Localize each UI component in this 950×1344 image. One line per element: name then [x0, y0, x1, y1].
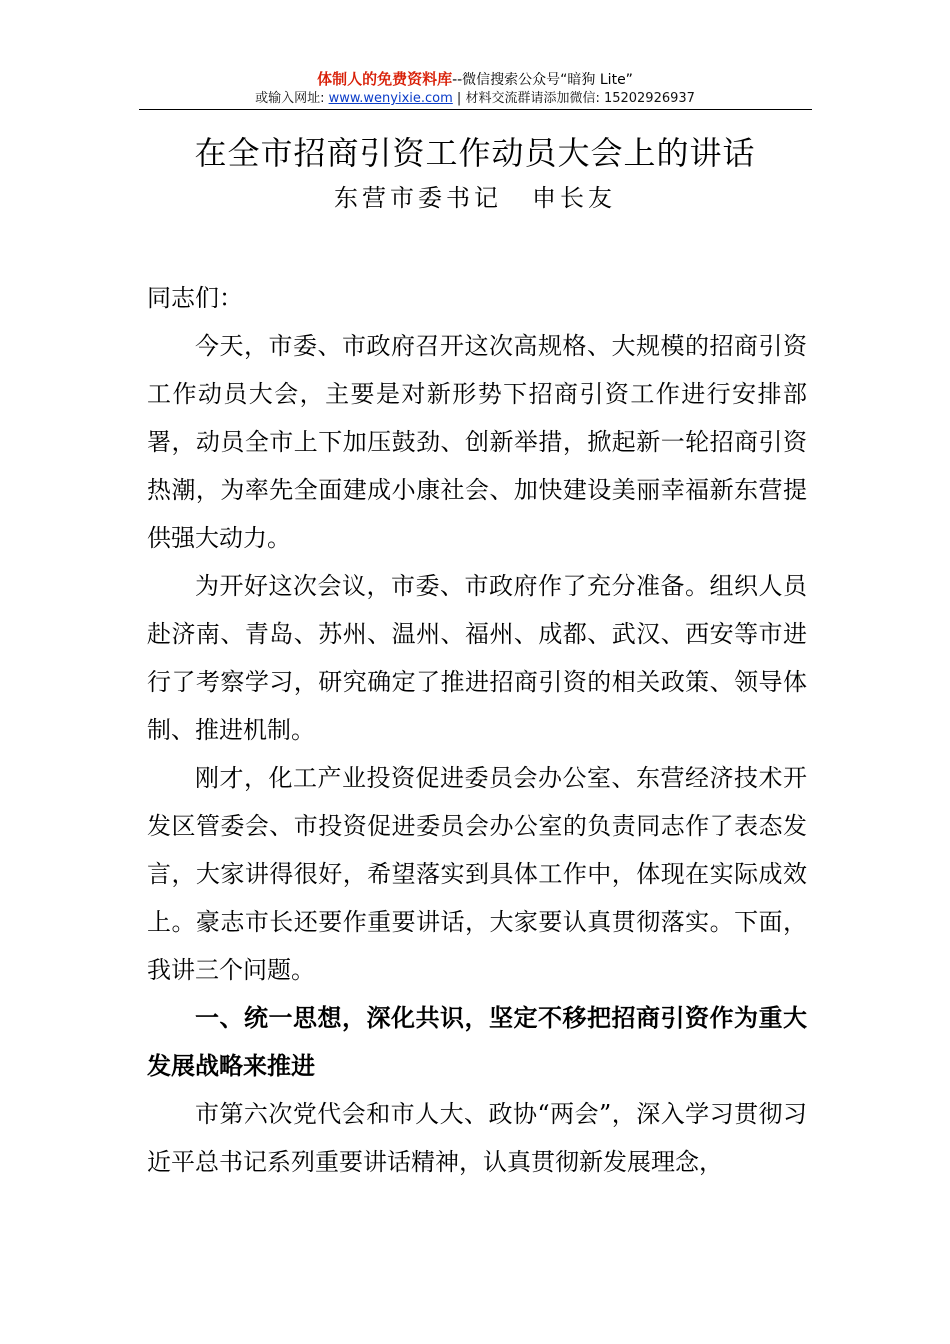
header-site-prefix: 或输入网址: — [255, 91, 329, 106]
header-promo-line — [0, 70, 950, 89]
paragraph-1: 今天，市委、市政府召开这次高规格、大规模的招商引资工作动员大会，主要是对新形势下招商引资工作进行安排部署，动员全市上下加压鼓劲、创新举措，掀起新一轮招商引资热潮，为率先全面建成小康社会、加快建设美丽幸福新东营提供强大动力。 — [147, 332, 807, 552]
header-contact-line — [0, 90, 950, 108]
section-1-paragraph: 市第六次党代会和市人大、政协“两会”，深入学习贯彻习近平总书记系列重要讲话精神，认真贯彻新发展理念， — [147, 1100, 807, 1176]
document-body — [147, 274, 807, 1186]
document-author — [0, 180, 950, 216]
salutation: 同志们： — [147, 284, 243, 312]
header-brand: 体制人的免费资料库 — [317, 70, 453, 88]
header-divider — [139, 109, 812, 110]
header-wechat-note: --微信搜索公众号“暗狗 Lite” — [452, 72, 633, 88]
section-heading-1: 一、统一思想，深化共识，坚定不移把招商引资作为重大发展战略来推进 — [147, 1004, 807, 1080]
header-contact: | 材料交流群请添加微信: 15202926937 — [452, 91, 695, 106]
paragraph-2: 为开好这次会议，市委、市政府作了充分准备。组织人员赴济南、青岛、苏州、温州、福州、成都、武汉、西安等市进行了考察学习，研究确定了推进招商引资的相关政策、领导体制、推进机制。 — [147, 572, 807, 744]
author-role: 东营市委书记 — [334, 184, 502, 212]
document-title: 在全市招商引资工作动员大会上的讲话 — [194, 134, 756, 172]
paragraph-3: 刚才，化工产业投资促进委员会办公室、东营经济技术开发区管委会、市投资促进委员会办公室的负责同志作了表态发言，大家讲得很好，希望落实到具体工作中，体现在实际成效上。豪志市长还要作重要讲话，大家要认真贯彻落实。下面，我讲三个问题。 — [147, 764, 807, 984]
website-link[interactable]: www.wenyixie.com — [328, 91, 453, 106]
author-name: 申长友 — [532, 184, 616, 212]
